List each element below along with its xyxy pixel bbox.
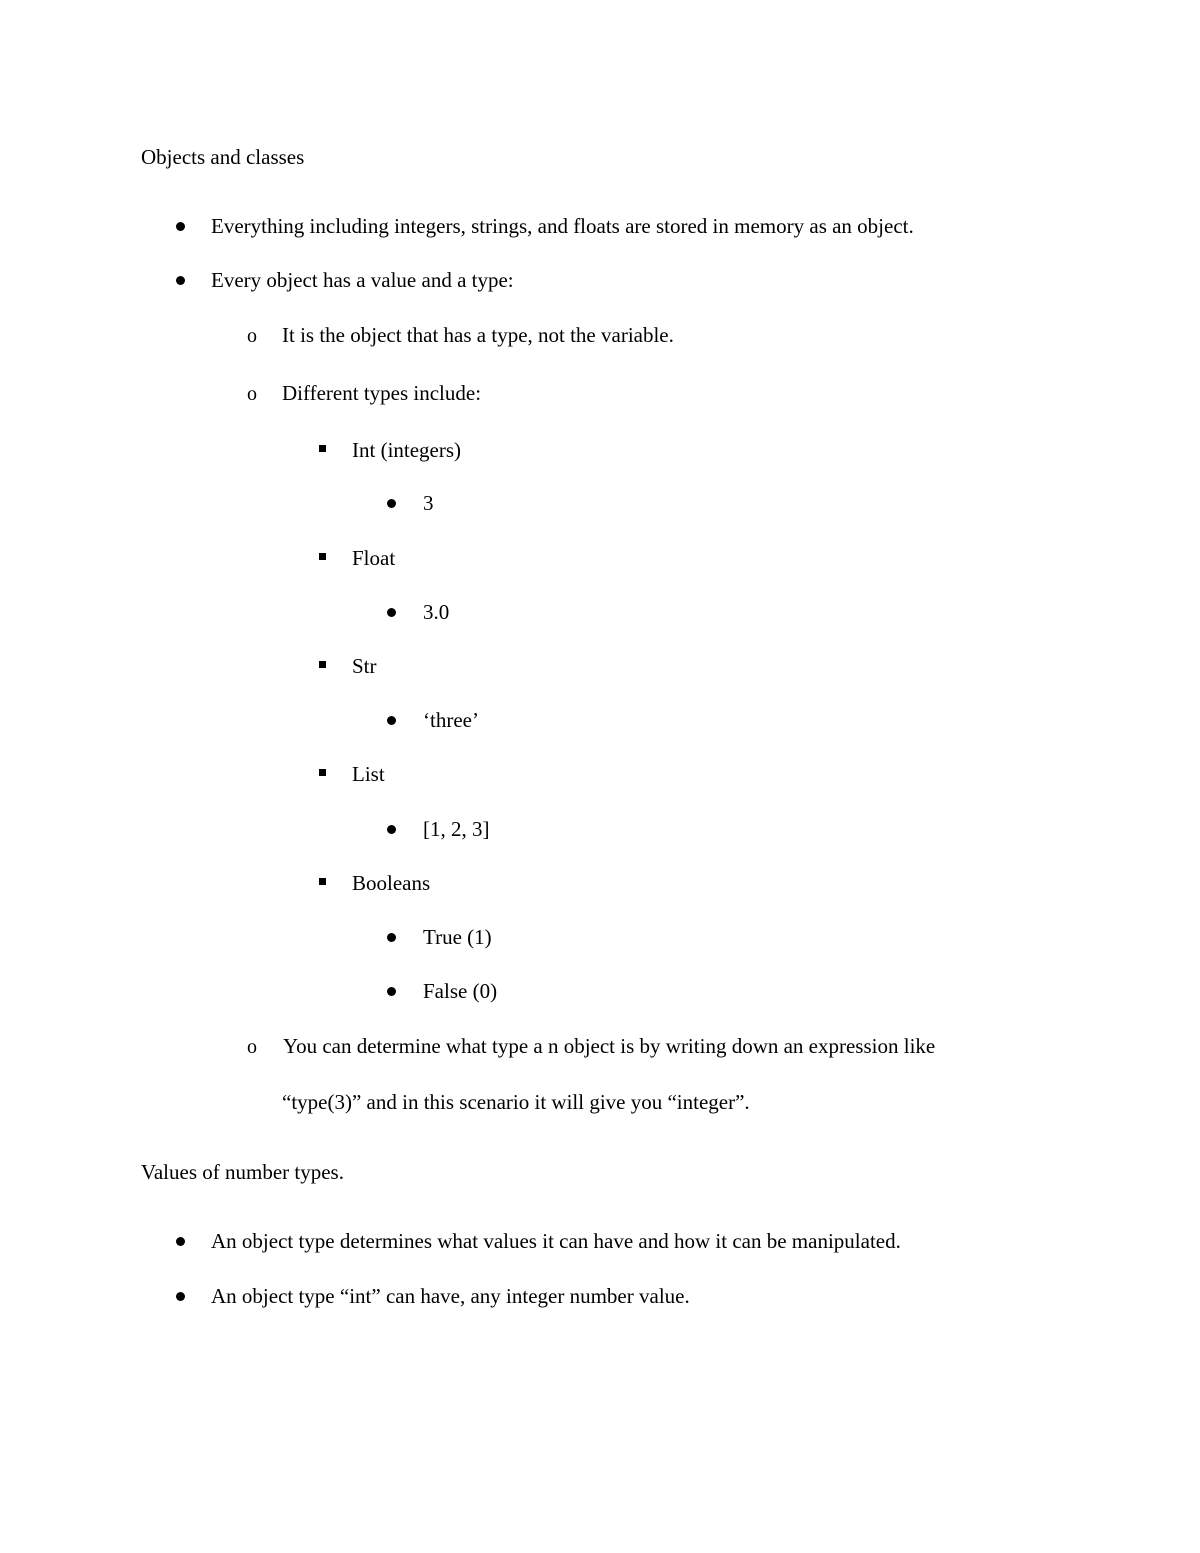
list-item: Different types include: (282, 381, 482, 405)
list-item: True (1) (423, 925, 492, 949)
list-item: ‘three’ (423, 708, 479, 732)
list-item: False (0) (423, 979, 498, 1003)
square-bullet-icon (319, 769, 326, 776)
list-item-continuation: “type(3)” and in this scenario it will give you “integer”. (282, 1090, 750, 1114)
bullet-icon (176, 276, 185, 285)
list-item: Booleans (352, 871, 431, 895)
list-item: Int (integers) (352, 438, 462, 462)
list-item: List (352, 762, 385, 786)
bullet-icon (387, 987, 396, 996)
bullet-icon (387, 933, 396, 942)
list-item: It is the object that has a type, not the variable. (282, 323, 674, 347)
list-item: Str (352, 654, 377, 678)
bullet-icon (387, 608, 396, 617)
square-bullet-icon (319, 661, 326, 668)
square-bullet-icon (319, 878, 326, 885)
list-item: An object type determines what values it can have and how it can be manipulated. (211, 1229, 901, 1253)
square-bullet-icon (319, 553, 326, 560)
bullet-icon (387, 716, 396, 725)
list-item: [1, 2, 3] (423, 817, 490, 841)
bullet-icon (176, 222, 185, 231)
bullet-icon (176, 1292, 185, 1301)
square-bullet-icon (319, 445, 326, 452)
section-heading: Objects and classes (141, 145, 305, 169)
list-item: Everything including integers, strings, and floats are stored in memory as an object. (211, 214, 914, 238)
list-item: 3 (423, 491, 434, 515)
list-item: An object type “int” can have, any integer number value. (211, 1284, 690, 1308)
bullet-icon (387, 499, 396, 508)
circle-bullet-icon: o (247, 383, 257, 405)
bullet-icon (387, 825, 396, 834)
circle-bullet-icon: o (247, 1036, 257, 1058)
section-heading: Values of number types. (141, 1160, 344, 1184)
list-item: 3.0 (423, 600, 450, 624)
list-item: You can determine what type a n object is by writing down an expression like (283, 1034, 936, 1058)
bullet-icon (176, 1237, 185, 1246)
list-item: Every object has a value and a type: (211, 268, 514, 292)
circle-bullet-icon: o (247, 325, 257, 347)
list-item: Float (352, 546, 396, 570)
